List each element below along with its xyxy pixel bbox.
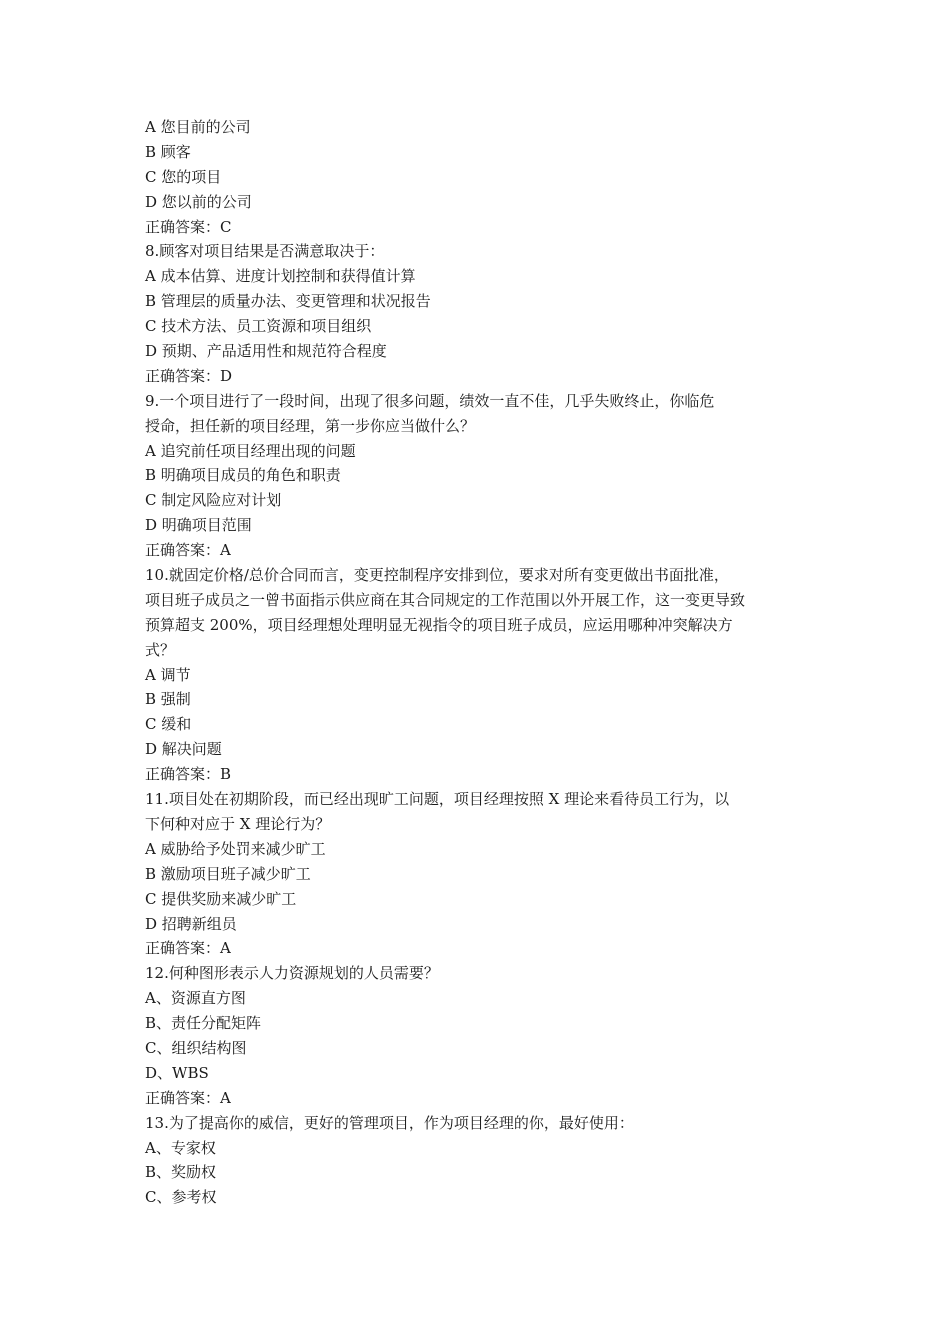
option-line: B 激励项目班子减少旷工 xyxy=(145,864,311,883)
answer-line: 正确答案：B xyxy=(145,765,232,784)
option-line: D、WBS xyxy=(145,1063,209,1082)
option-line: B、奖励权 xyxy=(145,1163,217,1182)
option-line: C 技术方法、员工资源和项目组织 xyxy=(145,317,372,336)
question-line: 预算超支 200%，项目经理想处理明显无视指令的项目班子成员，应运用哪种冲突解决方 xyxy=(145,615,733,634)
option-line: D 招聘新组员 xyxy=(145,914,237,933)
answer-line: 正确答案：A xyxy=(145,939,231,958)
answer-line: 正确答案：D xyxy=(145,366,233,385)
option-line: D 您以前的公司 xyxy=(145,192,252,211)
question-line: 12.何种图形表示人力资源规划的人员需要？ xyxy=(145,964,439,983)
answer-line: 正确答案：C xyxy=(145,217,232,236)
option-line: A 追究前任项目经理出现的问题 xyxy=(145,441,356,460)
option-line: B 强制 xyxy=(145,690,191,709)
option-line: A 成本估算、进度计划控制和获得值计算 xyxy=(145,267,416,286)
option-line: A 您目前的公司 xyxy=(145,118,251,136)
option-line: C 缓和 xyxy=(145,715,192,734)
option-line: C 提供奖励来减少旷工 xyxy=(145,889,297,908)
answer-line: 正确答案：A xyxy=(145,541,231,560)
option-line: C 制定风险应对计划 xyxy=(145,491,282,510)
option-line: B 明确项目成员的角色和职责 xyxy=(145,466,341,485)
option-line: A、专家权 xyxy=(145,1138,216,1157)
option-line: A 威胁给予处罚来减少旷工 xyxy=(145,839,326,858)
answer-line: 正确答案：A xyxy=(145,1088,231,1107)
option-line: B、责任分配矩阵 xyxy=(145,1014,262,1033)
option-line: B 顾客 xyxy=(145,142,191,161)
question-line: 式？ xyxy=(145,640,176,659)
option-line: D 预期、产品适用性和规范符合程度 xyxy=(145,342,387,361)
option-line: A 调节 xyxy=(145,665,191,684)
question-line: 9.一个项目进行了一段时间，出现了很多问题，绩效一直不佳，几乎失败终止，你临危 xyxy=(145,391,715,410)
option-line: D 明确项目范围 xyxy=(145,516,252,535)
question-line: 授命，担任新的项目经理，第一步你应当做什么？ xyxy=(145,416,476,435)
option-line: A、资源直方图 xyxy=(145,989,246,1008)
option-line: C、参考权 xyxy=(145,1188,217,1207)
option-line: B 管理层的质量办法、变更管理和状况报告 xyxy=(145,292,431,311)
option-line: D 解决问题 xyxy=(145,740,222,759)
question-line: 11.项目处在初期阶段，而已经出现旷工问题，项目经理按照 X 理论来看待员工行为，以 xyxy=(145,790,730,809)
option-line: C 您的项目 xyxy=(145,167,222,186)
question-line: 项目班子成员之一曾书面指示供应商在其合同规定的工作范围以外开展工作，这一变更导致 xyxy=(145,590,746,609)
document-page xyxy=(145,115,815,1210)
question-line: 10.就固定价格/总价合同而言，变更控制程序安排到位，要求对所有变更做出书面批准， xyxy=(145,566,729,585)
question-line: 8.顾客对项目结果是否满意取决于： xyxy=(145,242,385,261)
option-line: C、组织结构图 xyxy=(145,1038,247,1057)
question-line: 下何种对应于 X 理论行为？ xyxy=(145,814,331,833)
question-line: 13.为了提高你的威信，更好的管理项目，作为项目经理的你，最好使用： xyxy=(145,1113,634,1132)
